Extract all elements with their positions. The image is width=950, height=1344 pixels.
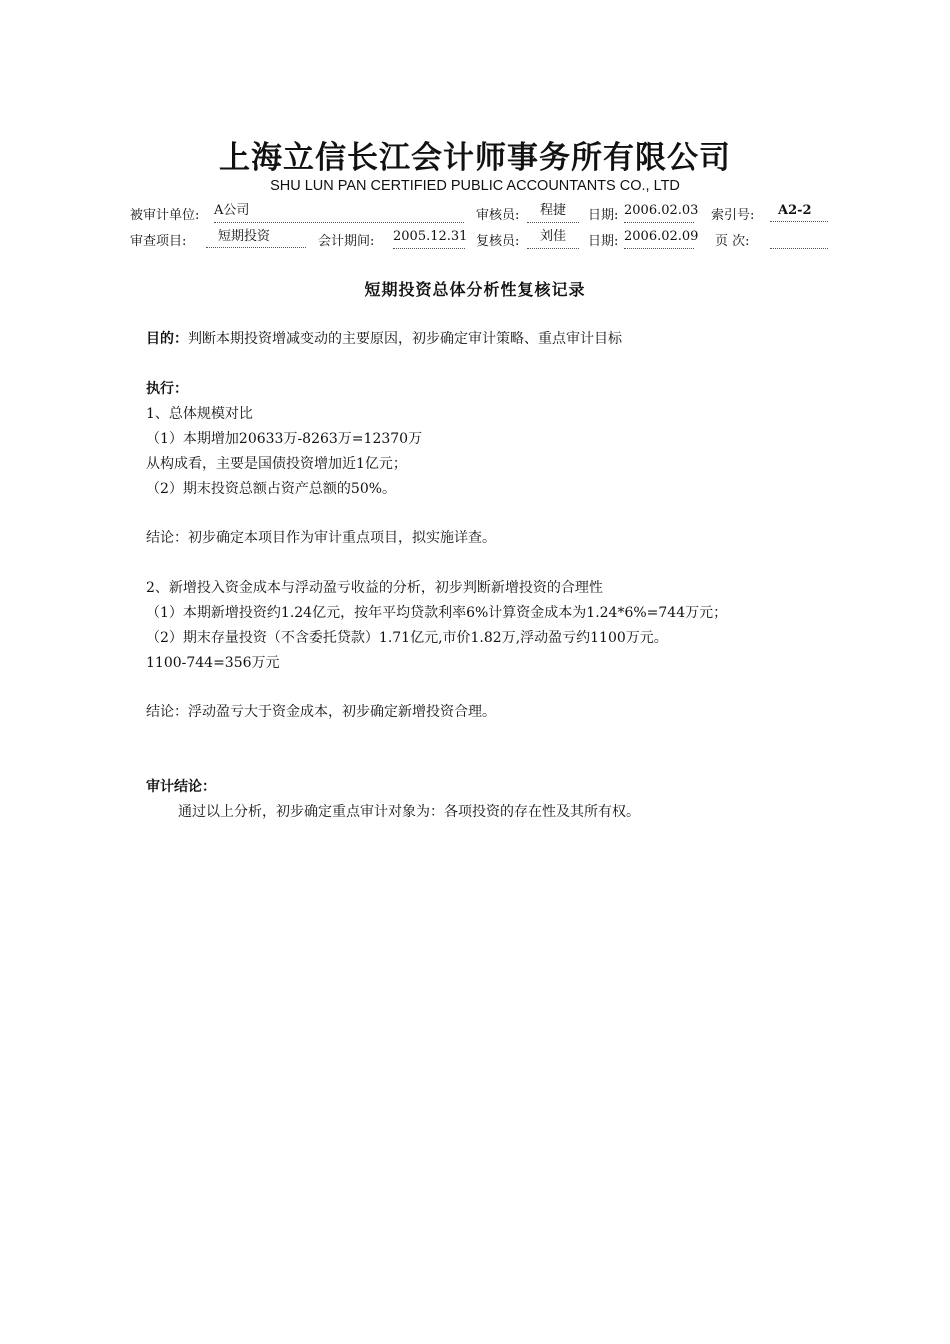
execution-line: （2）期末投资总额占资产总额的50%。 bbox=[146, 481, 397, 497]
execution-line: 2、新增投入资金成本与浮动盈亏收益的分析，初步判断新增投资的合理性 bbox=[146, 580, 603, 596]
audited-unit-value: A公司 bbox=[214, 202, 464, 223]
index-value: A2-2 bbox=[770, 202, 828, 222]
firm-name-english: SHU LUN PAN CERTIFIED PUBLIC ACCOUNTANTS CO., LTD bbox=[270, 178, 680, 194]
execution-label: 执行： bbox=[146, 381, 188, 397]
execution-conclusion-2: 结论：浮动盈亏大于资金成本，初步确定新增投资合理。 bbox=[146, 704, 496, 720]
rechecker-label: 复核员: bbox=[476, 234, 520, 249]
execution-line: （2）期末存量投资（不含委托贷款）1.71亿元,市价1.82万,浮动盈亏约1100万元。 bbox=[146, 630, 668, 646]
date1-value: 2006.02.03 bbox=[624, 202, 694, 223]
audited-unit-label: 被审计单位: bbox=[130, 208, 200, 223]
firm-name-chinese: 上海立信长江会计师事务所有限公司 bbox=[219, 140, 731, 176]
execution-line: 从构成看，主要是国债投资增加近1亿元； bbox=[146, 456, 407, 472]
reviewer-value: 程捷 bbox=[527, 202, 579, 223]
execution-line: 1100-744=356万元 bbox=[146, 655, 280, 671]
period-label: 会计期间: bbox=[318, 234, 375, 249]
purpose-text: 判断本期投资增减变动的主要原因，初步确定审计策略、重点审计目标 bbox=[188, 331, 622, 347]
audit-item-value: 短期投资 bbox=[206, 228, 306, 248]
period-value: 2005.12.31 bbox=[393, 228, 465, 249]
document-title: 短期投资总体分析性复核记录 bbox=[364, 280, 586, 299]
audit-conclusion-text: 通过以上分析，初步确定重点审计对象为：各项投资的存在性及其所有权。 bbox=[178, 804, 640, 820]
page-label: 页 次: bbox=[715, 234, 750, 249]
date1-label: 日期: bbox=[588, 208, 619, 223]
execution-line: （1）本期增加20633万-8263万=12370万 bbox=[146, 431, 423, 447]
date2-label: 日期: bbox=[588, 234, 619, 249]
execution-line: 1、总体规模对比 bbox=[146, 406, 253, 422]
audit-conclusion-label: 审计结论： bbox=[146, 779, 216, 795]
date2-value: 2006.02.09 bbox=[624, 228, 694, 249]
page-value bbox=[770, 228, 828, 249]
reviewer-label: 审核员: bbox=[476, 208, 520, 223]
execution-conclusion-1: 结论：初步确定本项目作为审计重点项目，拟实施详查。 bbox=[146, 530, 496, 546]
purpose-line bbox=[146, 328, 622, 348]
rechecker-value: 刘佳 bbox=[527, 228, 579, 249]
purpose-label: 目的： bbox=[146, 331, 188, 347]
execution-line: （1）本期新增投资约1.24亿元，按年平均贷款利率6%计算资金成本为1.24*6%=744万元； bbox=[146, 605, 728, 621]
index-label: 索引号: bbox=[711, 208, 755, 223]
audit-item-label: 审查项目: bbox=[130, 234, 187, 249]
